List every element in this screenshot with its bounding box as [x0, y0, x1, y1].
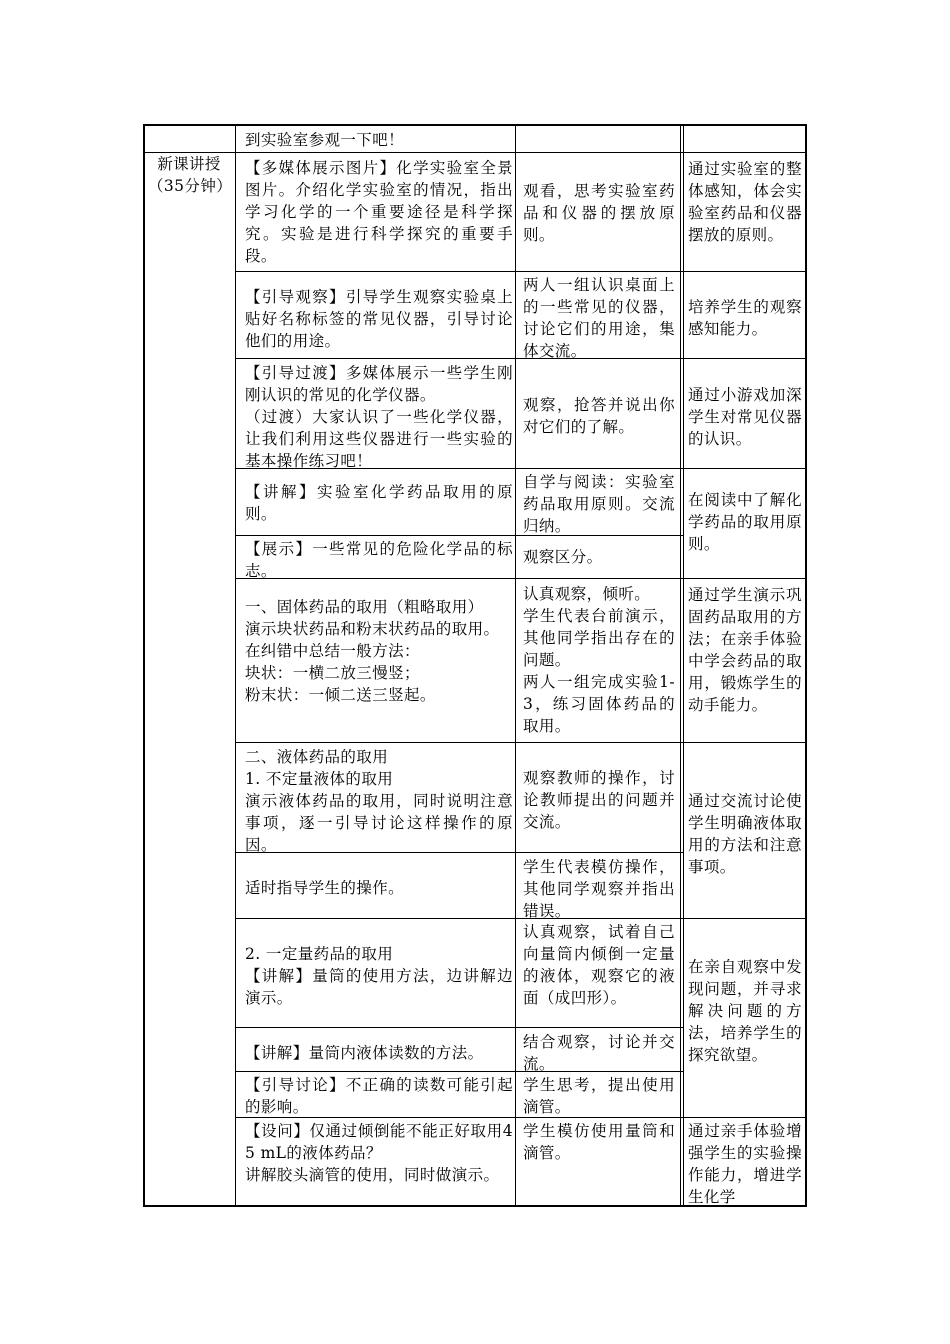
student-activity: 两人一组认识桌面上的一些常见的仪器，讨论它们的用途，集体交流。	[523, 276, 675, 360]
table-divider-student-left	[680, 124, 681, 1207]
student-activity: 学生代表模仿操作，其他同学观察并指出错误。	[523, 858, 675, 920]
teacher-activity: 【讲解】实验室化学药品取用的原则。	[245, 483, 513, 523]
teacher-activity: 2. 一定量药品的取用 【讲解】量筒的使用方法，边讲解边演示。	[245, 945, 513, 1007]
row-divider	[235, 271, 807, 272]
teacher-activity: 【设问】仅通过倾倒能不能正好取用45 mL的液体药品？ 讲解胶头滴管的使用，同时做演示。	[245, 1122, 513, 1184]
design-purpose: 在亲自观察中发现问题，并寻求解决问题的方法，培养学生的探究欲望。	[688, 958, 802, 1064]
teacher-activity: 到实验室参观一下吧！	[245, 131, 405, 149]
teacher-activity: 二、液体药品的取用 1. 不定量液体的取用 演示液体药品的取用，同时说明注意事项，逐一引导讨论这样操作的原因。	[245, 748, 513, 854]
student-activity: 观看，思考实验室药品和仪器的摆放原则。	[523, 182, 675, 244]
student-activity: 认真观察，倾听。 学生代表台前演示，其他同学指出存在的问题。 两人一组完成实验1-3，练习固体药品的取用。	[523, 585, 675, 735]
teacher-activity: 【引导过渡】多媒体展示一些学生刚刚认识的常见的化学仪器。 （过渡）大家认识了一些化学仪器，让我们利用这些仪器进行一些实验的基本操作练习吧！	[245, 364, 513, 470]
table-divider-teacher	[515, 124, 516, 1207]
teacher-activity: 【引导讨论】不正确的读数可能引起的影响。	[245, 1076, 513, 1116]
design-purpose: 通过实验室的整体感知，体会实验室药品和仪器摆放的原则。	[688, 160, 802, 244]
table-divider-student-right	[683, 124, 684, 1207]
design-purpose: 在阅读中了解化学药品的取用原则。	[688, 491, 802, 553]
row-divider	[235, 742, 807, 743]
row-divider	[143, 152, 807, 153]
teacher-activity: 【多媒体展示图片】化学实验室全景图片。介绍化学实验室的情况，指出学习化学的一个重要途径是科学探究。实验是进行科学探究的重要手段。	[245, 159, 513, 265]
table-divider-segment	[235, 124, 236, 1207]
student-activity: 学生思考，提出使用滴管。	[523, 1076, 675, 1116]
student-activity: 学生模仿使用量筒和滴管。	[523, 1122, 675, 1162]
row-divider	[235, 918, 807, 919]
row-divider	[235, 1027, 683, 1028]
student-activity: 结合观察，讨论并交流。	[523, 1033, 675, 1073]
table-border-top	[143, 124, 807, 126]
table-border-left	[143, 124, 145, 1207]
student-activity: 认真观察，试着自己向量筒内倾倒一定量的液体，观察它的液面（成凹形）。	[523, 923, 675, 1007]
table-border-right	[805, 124, 807, 1207]
segment-label: 新课讲授 （35分钟）	[148, 155, 233, 195]
row-divider	[235, 358, 807, 359]
student-activity: 自学与阅读：实验室药品取用原则。交流归纳。	[523, 473, 675, 535]
teacher-activity: 【展示】一些常见的危险化学品的标志。	[245, 540, 513, 580]
teacher-activity: 适时指导学生的操作。	[245, 879, 405, 897]
design-purpose: 通过小游戏加深学生对常见仪器的认识。	[688, 386, 802, 448]
design-purpose: 培养学生的观察感知能力。	[688, 298, 802, 338]
student-activity: 观察，抢答并说出你对它们的了解。	[523, 396, 675, 436]
teacher-activity: 一、固体药品的取用（粗略取用） 演示块状药品和粉末状药品的取用。 在纠错中总结一般方法： 块状：一横二放三慢竖； 粉末状：一倾二送三竖起。	[245, 598, 500, 704]
student-activity: 观察区分。	[523, 548, 603, 566]
design-purpose: 通过交流讨论使学生明确液体取用的方法和注意事项。	[688, 792, 802, 876]
design-purpose: 通过亲手体验增强学生的实验操作能力，增进学生化学	[688, 1122, 802, 1206]
teacher-activity: 【引导观察】引导学生观察实验桌上贴好名称标签的常见仪器，引导讨论他们的用途。	[245, 288, 513, 350]
teacher-activity: 【讲解】量筒内液体读数的方法。	[245, 1044, 484, 1062]
student-activity: 观察教师的操作，讨论教师提出的问题并交流。	[523, 769, 675, 831]
design-purpose: 通过学生演示巩固药品取用的方法；在亲手体验中学会药品的取用，锻炼学生的动手能力。	[688, 586, 802, 714]
